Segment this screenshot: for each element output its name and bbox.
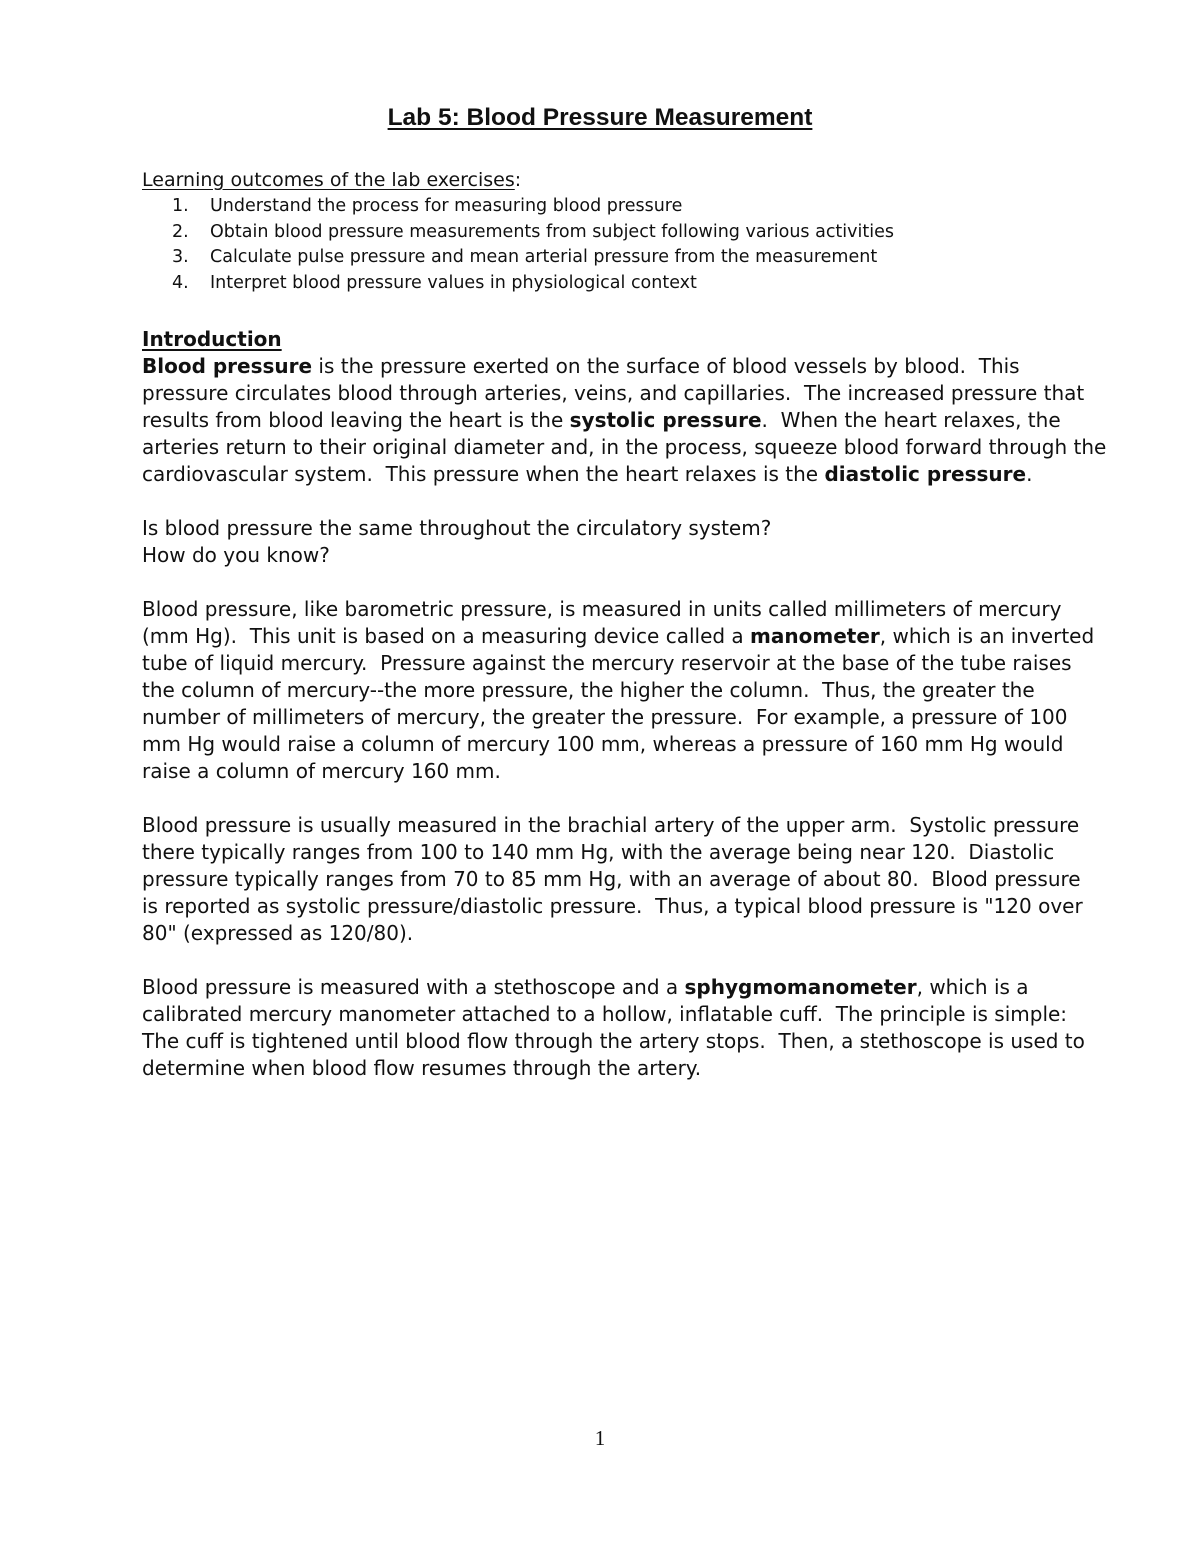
paragraph-line (142, 974, 1132, 1001)
paragraph-line: pressure typically ranges from 70 to 85 mm Hg, with an average of about 80. Blood pressure (142, 867, 1081, 891)
spacer (142, 947, 1132, 974)
paragraph-line (142, 623, 1132, 650)
paragraph-line: calibrated mercury manometer attached to a hollow, inflatable cuff. The principle is simple: (142, 1002, 1068, 1026)
line-text: . When the heart relaxes, the (761, 408, 1061, 432)
paragraph-line: pressure circulates blood through arteries, veins, and capillaries. The increased pressure that (142, 381, 1085, 405)
paragraph-line: The cuff is tightened until blood flow through the artery stops. Then, a stethoscope is used to (142, 1029, 1085, 1053)
list-item (142, 271, 1132, 297)
paragraph-line: determine when blood flow resumes through the artery. (142, 1056, 702, 1080)
paragraph-line (142, 461, 1132, 488)
spacer (142, 296, 1132, 326)
line-text: . (1026, 462, 1033, 486)
line-text: , which is a (916, 975, 1029, 999)
paragraph-line: 80" (expressed as 120/80). (142, 921, 414, 945)
question-paragraph (142, 515, 1132, 569)
paragraph-line: number of millimeters of mercury, the greater the pressure. For example, a pressure of 100 (142, 705, 1068, 729)
paragraph-line: tube of liquid mercury. Pressure against the mercury reservoir at the base of the tube raises (142, 651, 1072, 675)
spacer (142, 569, 1132, 596)
list-item (142, 220, 1132, 246)
paragraph-line: arteries return to their original diameter and, in the process, squeeze blood forward through the (142, 435, 1107, 459)
spacer (142, 488, 1132, 515)
document-body (142, 166, 1132, 1082)
learning-outcomes-heading (142, 166, 1132, 194)
bold-term-blood-pressure: Blood pressure (142, 354, 313, 378)
list-item-text: Obtain blood pressure measurements from subject following various activities (210, 221, 894, 242)
line-text: is the pressure exerted on the surface of blood vessels by blood. This (312, 354, 1020, 378)
paragraph-line: raise a column of mercury 160 mm. (142, 759, 501, 783)
manometer-paragraph (142, 596, 1132, 785)
line-text: , which is an inverted (879, 624, 1095, 648)
line-text: (mm Hg). This unit is based on a measuring device called a (142, 624, 751, 648)
paragraph-line: Blood pressure, like barometric pressure, is measured in units called millimeters of mercury (142, 597, 1062, 621)
list-item (142, 245, 1132, 271)
paragraph-line: mm Hg would raise a column of mercury 100 mm, whereas a pressure of 160 mm Hg would (142, 732, 1064, 756)
bold-term-systolic-pressure: systolic pressure (569, 408, 762, 432)
question-line: How do you know? (142, 543, 330, 567)
list-item-text: Understand the process for measuring blood pressure (210, 196, 683, 216)
paragraph-line: Blood pressure is usually measured in the brachial artery of the upper arm. Systolic pressure (142, 813, 1080, 837)
bold-term-sphygmomanometer: sphygmomanometer (684, 975, 917, 999)
question-line: Is blood pressure the same throughout the circulatory system? (142, 516, 772, 540)
learning-outcomes-heading-text: Learning outcomes of the lab exercises (142, 169, 515, 191)
line-text: cardiovascular system. This pressure when the heart relaxes is the (142, 462, 825, 486)
line-text: Blood pressure is measured with a stethoscope and a (142, 975, 685, 999)
bold-term-diastolic-pressure: diastolic pressure (824, 462, 1027, 486)
paragraph-line: the column of mercury--the more pressure, the higher the column. Thus, the greater the (142, 678, 1035, 702)
learning-outcomes-list (142, 194, 1132, 296)
sphygmomanometer-paragraph (142, 974, 1132, 1082)
document-title: Lab 5: Blood Pressure Measurement (387, 104, 813, 131)
list-item-number: 2. (172, 221, 189, 242)
introduction-paragraph (142, 353, 1132, 488)
line-text: results from blood leaving the heart is the (142, 408, 570, 432)
introduction-heading: Introduction (142, 327, 282, 351)
paragraph-line: there typically ranges from 100 to 140 mm Hg, with the average being near 120. Diastolic (142, 840, 1055, 864)
paragraph-line (142, 407, 1132, 434)
paragraph-line: is reported as systolic pressure/diastolic pressure. Thus, a typical blood pressure is "120 over (142, 894, 1083, 918)
learning-outcomes-colon: : (514, 169, 522, 191)
page-number: 1 (594, 1426, 606, 1450)
bold-term-manometer: manometer (750, 624, 880, 648)
paragraph-line (142, 353, 1132, 380)
list-item (142, 194, 1132, 220)
brachial-paragraph (142, 812, 1132, 947)
spacer (142, 785, 1132, 812)
list-item-number: 1. (172, 196, 189, 216)
list-item-number: 3. (172, 247, 189, 267)
list-item-text: Interpret blood pressure values in physiological context (210, 272, 697, 293)
list-item-text: Calculate pulse pressure and mean arterial pressure from the measurement (210, 247, 878, 267)
list-item-number: 4. (172, 272, 189, 293)
